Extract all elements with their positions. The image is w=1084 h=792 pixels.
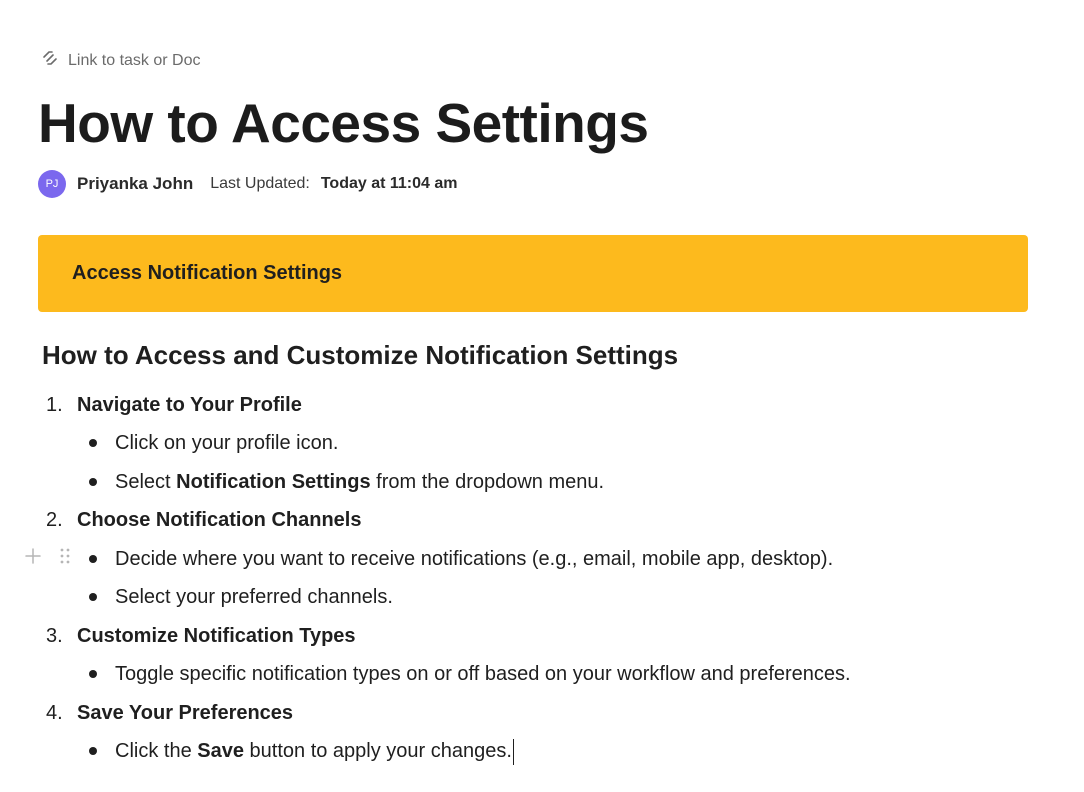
section-heading[interactable]: How to Access and Customize Notification Settings [42, 340, 679, 370]
bullet-text: Decide where you want to receive notifications (e.g., email, mobile app, desktop). [115, 548, 834, 570]
link-icon [40, 48, 60, 73]
doc-meta [38, 170, 458, 198]
step-title: Choose Notification Channels [77, 509, 362, 531]
bullet-text: Toggle specific notification types on or off based on your workflow and preferences. [115, 663, 851, 685]
bullet-dot [89, 670, 97, 678]
step-number: 1. [46, 394, 63, 416]
bullet-dot [89, 439, 97, 447]
last-updated-value: Today at 11:04 am [320, 175, 458, 192]
banner-text: Access Notification Settings [72, 262, 343, 284]
plus-icon[interactable] [24, 547, 42, 570]
link-label: Link to task or Doc [68, 51, 201, 69]
bullet-dot [89, 747, 97, 755]
step-title: Navigate to Your Profile [77, 394, 302, 416]
bullet-dot [89, 478, 97, 486]
callout-banner[interactable] [38, 235, 1028, 312]
bullet-text: Select Notification Settings from the dropdown menu. [115, 471, 605, 493]
block-tools [24, 547, 70, 570]
step-title: Save Your Preferences [77, 702, 294, 724]
text-caret [513, 739, 514, 765]
bullet-dot [89, 555, 97, 563]
bullet-dot [89, 593, 97, 601]
bullet-text: Select your preferred channels. [115, 586, 393, 608]
author-name[interactable]: Priyanka John [77, 174, 194, 193]
step-number: 4. [46, 702, 63, 724]
step-title: Customize Notification Types [77, 625, 356, 647]
step-number: 2. [46, 509, 63, 531]
page-title[interactable]: How to Access Settings [38, 92, 649, 154]
drag-handle-icon[interactable] [60, 548, 70, 569]
link-to-task-button[interactable] [40, 48, 201, 73]
bullet-text[interactable]: Click the Save button to apply your changes. [115, 737, 514, 765]
avatar[interactable]: PJ [38, 170, 66, 198]
step-number: 3. [46, 625, 63, 647]
last-updated-label: Last Updated: [210, 175, 310, 192]
bullet-text: Click on your profile icon. [115, 432, 339, 454]
